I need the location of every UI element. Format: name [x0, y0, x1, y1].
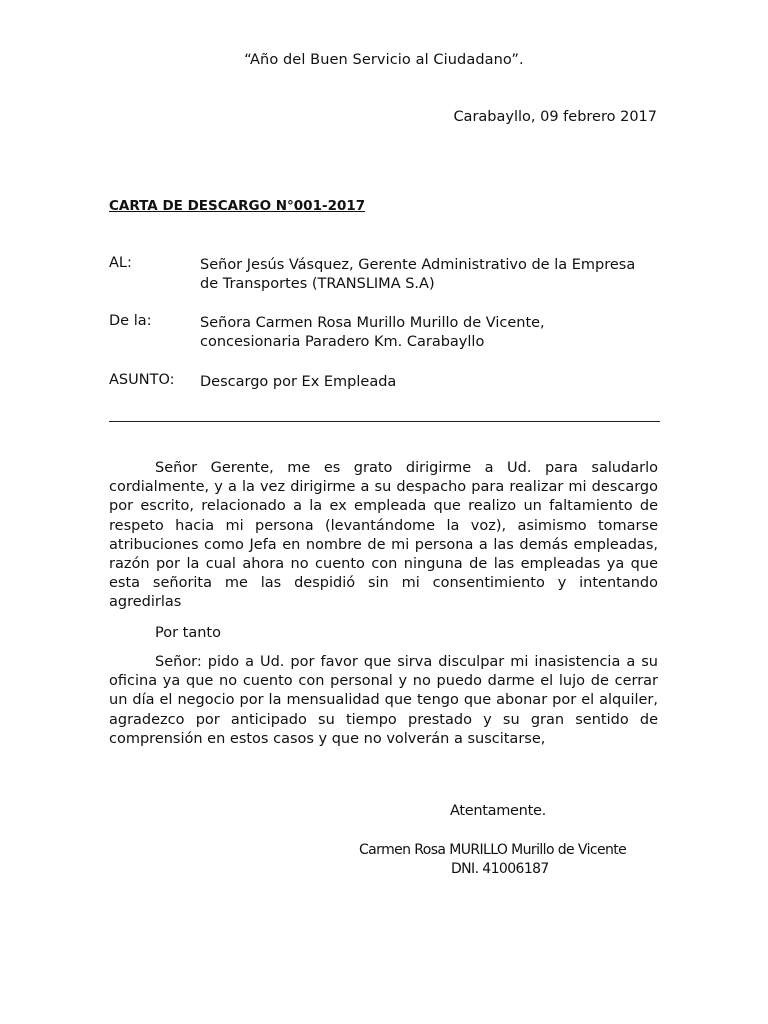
signatory-dni: DNI. 41006187: [451, 861, 549, 877]
recipient-line-1: Señor Jesús Vásquez, Gerente Administrativo de la Empresa: [200, 257, 636, 273]
document-motto: “Año del Buen Servicio al Ciudadano”.: [244, 52, 524, 68]
recipient-line-2: de Transportes (TRANSLIMA S.A): [200, 276, 435, 292]
subject-value: Descargo por Ex Empleada: [200, 374, 397, 390]
place-date: Carabayllo, 09 febrero 2017: [453, 109, 657, 125]
body-paragraph-1: Señor Gerente, me es grato dirigirme a Ud. para saludarlo cordialmente, y a la vez dirigirme a su despacho para realizar mi descargo por escrito, relacionado a la ex empleada que realizo un faltamiento de respeto hacia mi persona (levantándome la voz), asimismo tomarse atribuciones como Jefa en nombre de mi persona a las demás empleadas, razón por la cual ahora no cuento con ninguna de las empleadas ya que esta señorita me las despidió sin mi consentimiento y intentando agredirlas: [109, 460, 658, 611]
header-divider: [109, 421, 660, 422]
closing-salutation: Atentamente.: [450, 803, 546, 819]
sender-label: De la:: [109, 313, 152, 329]
sender-line-1: Señora Carmen Rosa Murillo Murillo de Vicente,: [200, 315, 545, 331]
sender-line-2: concesionaria Paradero Km. Carabayllo: [200, 334, 485, 350]
recipient-label: AL:: [109, 255, 132, 271]
signatory-name: Carmen Rosa MURILLO Murillo de Vicente: [359, 842, 627, 858]
letter-title: CARTA DE DESCARGO N°001-2017: [109, 198, 366, 214]
body-paragraph-3: Señor: pido a Ud. por favor que sirva disculpar mi inasistencia a su oficina ya que no cuento con personal y no puedo darme el lujo de cerrar un día el negocio por la mensualidad que tengo que abonar por el alquiler, agradezco por anticipado su tiempo prestado y su gran sentido de comprensión en estos casos y que no volverán a suscitarse,: [109, 654, 658, 747]
body-paragraph-2: Por tanto: [155, 625, 221, 641]
subject-label: ASUNTO:: [109, 372, 175, 388]
